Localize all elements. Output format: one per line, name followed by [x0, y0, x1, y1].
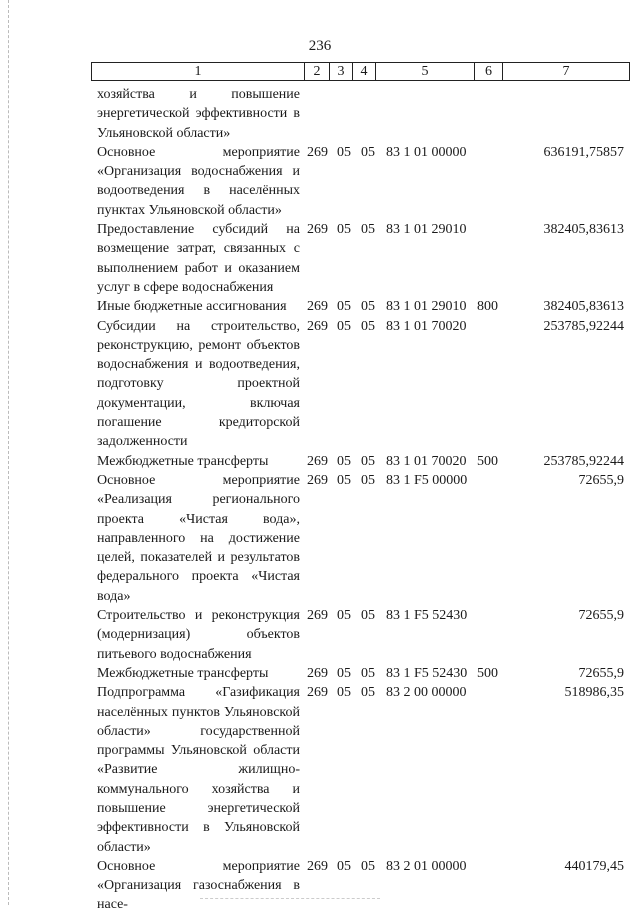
- header-col-5: 5: [376, 63, 475, 81]
- column-header-table: [91, 62, 630, 81]
- row-section: 05: [337, 685, 351, 701]
- row-admin-code: 269: [307, 685, 328, 701]
- row-section: 05: [337, 472, 351, 488]
- table-row: [97, 85, 627, 143]
- row-subsection: 05: [361, 222, 375, 238]
- table-row: [97, 471, 627, 606]
- header-col-2: 2: [305, 63, 330, 81]
- table-row: [97, 606, 627, 664]
- row-section: 05: [337, 318, 351, 334]
- row-subsection: 05: [361, 299, 375, 315]
- table-row: [97, 317, 627, 452]
- row-name: Иные бюджетные ассигнования: [97, 299, 287, 315]
- row-name: Основное мероприятие «Организация газоснабжения в насе-: [97, 858, 300, 913]
- header-col-7: 7: [503, 63, 630, 81]
- row-admin-code: 269: [307, 222, 328, 238]
- row-name: Подпрограмма «Газификация населённых пунктов Ульяновской области» государственной программы Ульяновской области «Развитие жилищно-коммунального хозяйства и повышение энергетической эффективности в Ульяновской области»: [97, 685, 300, 855]
- header-col-1: 1: [92, 63, 305, 81]
- row-amount: 382405,83613: [543, 222, 624, 238]
- row-amount: 636191,75857: [543, 144, 624, 160]
- row-admin-code: 269: [307, 858, 328, 874]
- row-name: Межбюджетные трансферты: [97, 453, 269, 469]
- row-expense-type: 500: [477, 453, 498, 469]
- row-subsection: 05: [361, 453, 375, 469]
- row-section: 05: [337, 299, 351, 315]
- row-name: Межбюджетные трансферты: [97, 665, 269, 681]
- row-name: Предоставление субсидий на возмещение затрат, связанных с выполнением работ и оказанием услуг в сфере водоснабжения: [97, 222, 300, 295]
- row-admin-code: 269: [307, 608, 328, 624]
- row-amount: 72655,9: [578, 472, 624, 488]
- row-section: 05: [337, 608, 351, 624]
- row-amount: 518986,35: [564, 685, 624, 701]
- row-target-article: 83 1 01 29010: [386, 299, 467, 315]
- row-target-article: 83 1 01 70020: [386, 453, 467, 469]
- row-target-article: 83 2 01 00000: [386, 858, 467, 874]
- row-admin-code: 269: [307, 318, 328, 334]
- row-section: 05: [337, 858, 351, 874]
- row-amount: 253785,92244: [543, 318, 624, 334]
- row-subsection: 05: [361, 318, 375, 334]
- row-target-article: 83 1 F5 00000: [386, 472, 468, 488]
- row-expense-type: 800: [477, 299, 498, 315]
- row-target-article: 83 1 01 00000: [386, 144, 467, 160]
- row-target-article: 83 1 F5 52430: [386, 608, 468, 624]
- row-subsection: 05: [361, 144, 375, 160]
- row-name: Основное мероприятие «Организация водоснабжения и водоотведения в населённых пунктах Ульяновской области»: [97, 144, 300, 218]
- row-expense-type: 500: [477, 665, 498, 681]
- row-admin-code: 269: [307, 665, 328, 681]
- row-amount: 440179,45: [564, 858, 624, 874]
- table-row: [97, 297, 627, 316]
- row-name: Строительство и реконструкция (модернизация) объектов питьевого водоснабжения: [97, 608, 300, 662]
- row-name: хозяйства и повышение энергетической эффективности в Ульяновской области»: [97, 87, 300, 141]
- row-section: 05: [337, 144, 351, 160]
- budget-table-body: [97, 85, 627, 915]
- scan-edge-left: [8, 0, 9, 905]
- page-number: 236: [308, 38, 332, 54]
- table-row: [97, 143, 627, 220]
- row-amount: 72655,9: [578, 665, 624, 681]
- row-admin-code: 269: [307, 453, 328, 469]
- header-col-6: 6: [475, 63, 503, 81]
- row-target-article: 83 1 F5 52430: [386, 665, 468, 681]
- row-subsection: 05: [361, 608, 375, 624]
- row-section: 05: [337, 665, 351, 681]
- row-subsection: 05: [361, 685, 375, 701]
- table-row: [97, 452, 627, 471]
- row-name: Основное мероприятие «Реализация регионального проекта «Чистая вода», направленного на достижение целей, показателей и результатов федерального проекта «Чистая вода»: [97, 472, 300, 604]
- row-subsection: 05: [361, 665, 375, 681]
- row-target-article: 83 2 00 00000: [386, 685, 467, 701]
- table-row: [97, 220, 627, 297]
- table-row: [97, 683, 627, 857]
- row-admin-code: 269: [307, 299, 328, 315]
- row-subsection: 05: [361, 858, 375, 874]
- row-amount: 72655,9: [578, 608, 624, 624]
- row-amount: 253785,92244: [543, 453, 624, 469]
- table-row: [97, 857, 627, 915]
- header-col-4: 4: [353, 63, 376, 81]
- row-section: 05: [337, 453, 351, 469]
- row-amount: 382405,83613: [543, 299, 624, 315]
- table-row: [97, 664, 627, 683]
- header-col-3: 3: [330, 63, 353, 81]
- row-target-article: 83 1 01 70020: [386, 318, 467, 334]
- row-section: 05: [337, 222, 351, 238]
- row-subsection: 05: [361, 472, 375, 488]
- row-target-article: 83 1 01 29010: [386, 222, 467, 238]
- row-admin-code: 269: [307, 144, 328, 160]
- row-name: Субсидии на строительство, реконструкцию, ремонт объектов водоснабжения и водоотведения, подготовку проектной документации, включая погашение кредиторской задолженности: [97, 318, 300, 450]
- row-admin-code: 269: [307, 472, 328, 488]
